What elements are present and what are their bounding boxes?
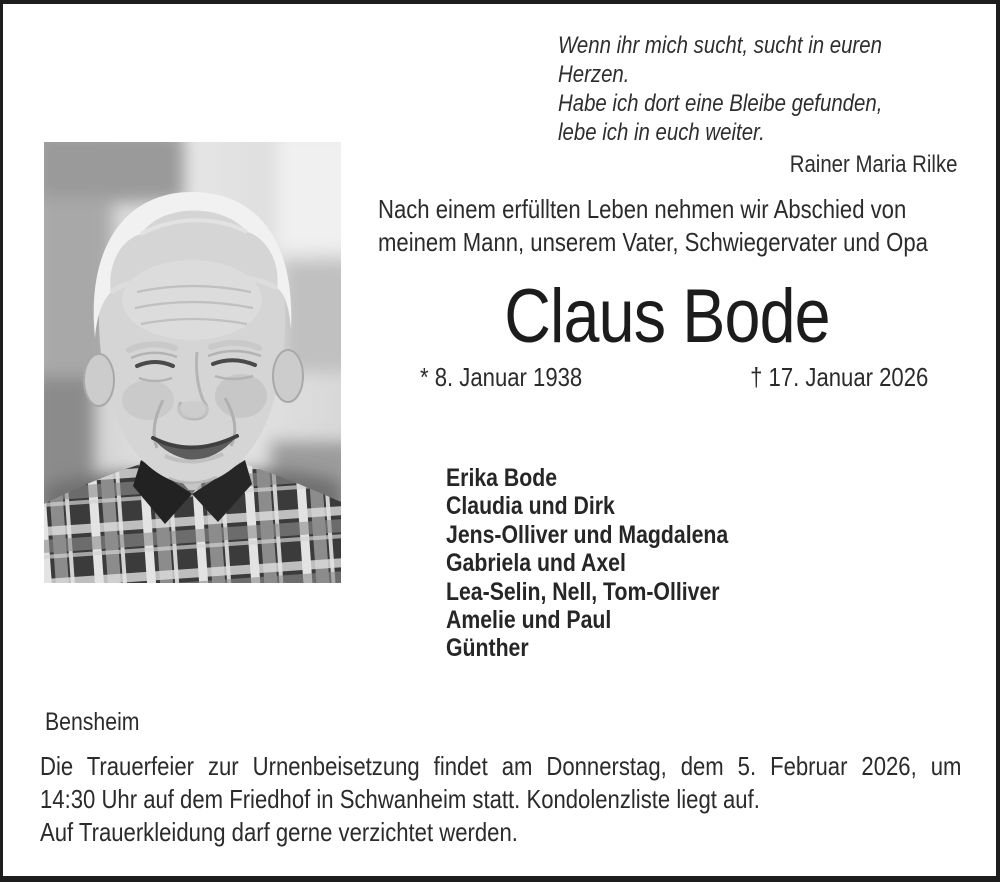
death-date: † 17. Januar 2026 — [750, 362, 929, 392]
mourner-name: Günther — [446, 634, 529, 663]
deceased-name: Claus Bode — [504, 274, 830, 359]
memorial-quote — [558, 31, 958, 179]
life-dates — [420, 362, 928, 392]
mourner-name: Lea-Selin, Nell, Tom-Olliver — [446, 577, 720, 606]
mourner-name: Gabriela und Axel — [446, 549, 626, 578]
funeral-line-1: Die Trauerfeier zur Urnenbeisetzung findet am Donnerstag, dem 5. Februar 2026, um — [40, 751, 962, 781]
funeral-line-2: 14:30 Uhr auf dem Friedhof in Schwanheim statt. Kondolenzliste liegt auf. — [40, 784, 760, 814]
mourners-list — [446, 464, 888, 663]
mourner-name: Claudia und Dirk — [446, 492, 615, 521]
quote-line-2: Habe ich dort eine Bleibe gefunden, — [558, 90, 883, 117]
mourner-name: Jens-Olliver und Magdalena — [446, 520, 729, 549]
deceased-photo — [44, 142, 341, 583]
quote-line-3: lebe ich in euch weiter. — [558, 119, 765, 146]
funeral-line-3: Auf Trauerkleidung darf gerne verzichtet werden. — [40, 817, 518, 847]
quote-line-1: Wenn ihr mich sucht, sucht in euren Herzen. — [558, 32, 882, 88]
mourner-name: Erika Bode — [446, 464, 558, 492]
funeral-info — [40, 750, 961, 849]
quote-author: Rainer Maria Rilke — [789, 151, 958, 178]
birth-date: * 8. Januar 1938 — [420, 362, 583, 392]
intro-text: Nach einem erfüllten Leben nehmen wir Abschied von meinem Mann, unserem Vater, Schwiegervater und Opa — [378, 194, 928, 257]
portrait-illustration — [44, 142, 341, 583]
mourner-name: Amelie und Paul — [446, 606, 612, 635]
location: Bensheim — [45, 708, 140, 736]
